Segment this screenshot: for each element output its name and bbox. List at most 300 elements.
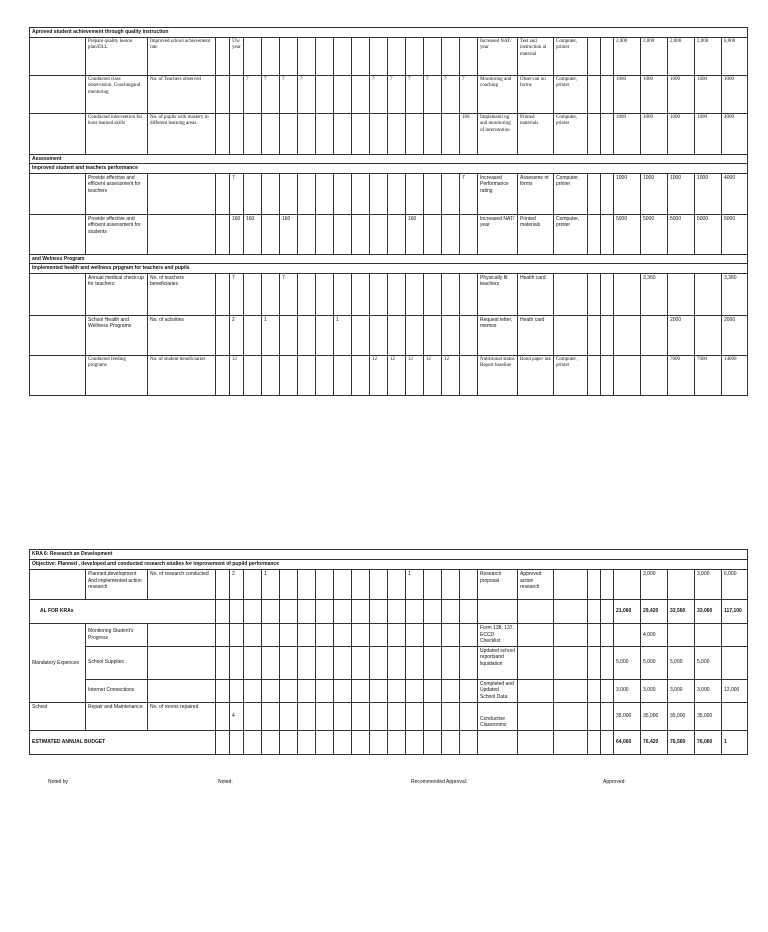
month-cell	[370, 173, 388, 214]
budget-cell: 3,000	[668, 679, 695, 702]
blank-cell	[316, 624, 334, 647]
month-cell: 12	[388, 355, 406, 395]
expected-output-cell: Increased NAT/ year	[478, 214, 518, 254]
mov-cell: Bond paper ink	[518, 355, 554, 395]
mov-cell: Observati on forms	[518, 75, 554, 113]
budget-cell: 64,060	[614, 730, 641, 754]
blank-cell	[554, 702, 588, 730]
section-title-row	[30, 28, 748, 38]
budget-cell: 7000	[668, 355, 695, 395]
total-kras-row	[30, 600, 748, 624]
month-cell	[352, 113, 370, 154]
budget-cell: 1000	[641, 75, 668, 113]
mov-cell: Assessme nt forms	[518, 173, 554, 214]
blank-cell	[370, 730, 388, 754]
activity-cell: School Supplies	[86, 646, 148, 679]
month-cell: 160	[280, 214, 298, 254]
blank-cell	[442, 730, 460, 754]
month-cell	[334, 355, 352, 395]
month-cell: 7	[280, 75, 298, 113]
blank-cell	[601, 173, 614, 214]
budget-cell: 1000	[695, 173, 722, 214]
budget-cell: 35,000	[668, 702, 695, 730]
blank-cell	[554, 570, 588, 600]
month-cell	[370, 273, 388, 315]
budget-cell	[668, 624, 695, 647]
month-cell	[352, 570, 370, 600]
month-cell: 7	[424, 75, 442, 113]
blank-cell	[442, 702, 460, 730]
activity-cell: Provide effective and efficient assessment for students	[86, 214, 148, 254]
month-cell	[424, 173, 442, 214]
blank-cell	[244, 624, 262, 647]
blank-cell	[478, 600, 518, 624]
month-cell: 7	[262, 75, 280, 113]
budget-cell: 3,000	[695, 570, 722, 600]
blank-cell	[554, 600, 588, 624]
expected-output-cell: Updated school reportsand liquidation	[478, 646, 518, 679]
budget-cell	[614, 570, 641, 600]
blank-cell	[30, 113, 86, 154]
month-cell	[424, 570, 442, 600]
table-row	[30, 214, 748, 254]
blank-cell	[30, 75, 86, 113]
blank-cell	[424, 730, 442, 754]
blank-cell	[554, 624, 588, 647]
month-cell: 7	[460, 173, 478, 214]
blank-cell	[216, 214, 230, 254]
budget-cell: 35,000	[641, 702, 668, 730]
month-cell	[460, 214, 478, 254]
expected-output-cell: Research proposal	[478, 570, 518, 600]
blank-cell	[298, 702, 316, 730]
blank-cell	[601, 679, 614, 702]
budget-cell	[614, 315, 641, 355]
blank-cell	[588, 315, 601, 355]
month-cell	[262, 214, 280, 254]
budget-cell: 35,000	[695, 702, 722, 730]
month-cell	[388, 173, 406, 214]
budget-cell: 1000	[722, 75, 748, 113]
blank-cell	[244, 702, 262, 730]
month-cell	[424, 315, 442, 355]
blank-cell	[216, 355, 230, 395]
blank-cell	[424, 646, 442, 679]
budget-cell: 3,000	[641, 679, 668, 702]
blank-cell	[230, 679, 244, 702]
month-cell: 12	[442, 355, 460, 395]
target-cell: 4	[230, 702, 244, 730]
expected-output-cell: Increased Performance rating	[478, 173, 518, 214]
indicator-cell: Improved school achievement rate	[148, 37, 216, 75]
plan-table-2	[29, 549, 748, 755]
blank-cell	[460, 702, 478, 730]
blank-cell	[588, 600, 601, 624]
month-cell	[280, 355, 298, 395]
table-row	[30, 173, 748, 214]
month-cell: 160	[406, 214, 424, 254]
budget-cell	[668, 273, 695, 315]
budget-cell: 8,000	[722, 37, 748, 75]
blank-cell	[518, 702, 554, 730]
indicator-cell: No. of activities	[148, 315, 216, 355]
budget-cell: 2,000	[641, 37, 668, 75]
month-cell	[388, 37, 406, 75]
blank-cell	[388, 730, 406, 754]
month-cell	[244, 273, 262, 315]
month-cell	[280, 37, 298, 75]
resources-cell: Computer, printer	[554, 75, 588, 113]
blank-cell	[442, 600, 460, 624]
budget-cell: 3,000	[695, 679, 722, 702]
budget-cell: 2000	[668, 315, 695, 355]
table-row	[30, 355, 748, 395]
blank-cell	[216, 113, 230, 154]
blank-cell	[518, 646, 554, 679]
mooe-row	[30, 624, 748, 647]
expected-output-cell: Conductive Classrooms	[478, 702, 518, 730]
expected-output-cell: Increased NAT/ year	[478, 37, 518, 75]
blank-cell	[370, 624, 388, 647]
blank-cell	[588, 355, 601, 395]
activity-cell: Planned,development And implemented action research	[86, 570, 148, 600]
blank-cell	[230, 730, 244, 754]
blank-cell	[460, 730, 478, 754]
blank-cell	[216, 173, 230, 214]
budget-cell: 5,000	[641, 646, 668, 679]
month-cell	[352, 273, 370, 315]
blank-cell	[316, 646, 334, 679]
section-title: Improved student and teachers performance	[30, 164, 748, 174]
month-cell	[298, 214, 316, 254]
budget-cell	[722, 624, 748, 647]
expected-output-cell: Monitoring and coaching	[478, 75, 518, 113]
blank-cell	[588, 113, 601, 154]
budget-cell: 1000	[641, 113, 668, 154]
month-cell	[262, 113, 280, 154]
expected-output-cell: Form 138, 137, ECCD Checklist	[478, 624, 518, 647]
budget-cell	[695, 273, 722, 315]
month-cell	[316, 273, 334, 315]
blank-cell	[442, 646, 460, 679]
blank-cell	[370, 702, 388, 730]
blank-cell	[588, 624, 601, 647]
blank-cell	[601, 624, 614, 647]
budget-cell: 76,420	[641, 730, 668, 754]
budget-cell: 33,060	[695, 600, 722, 624]
blank-cell	[334, 600, 352, 624]
blank-cell	[518, 679, 554, 702]
indicator-cell: No. of pupils with mastery in different learning areas	[148, 113, 216, 154]
blank-cell	[298, 730, 316, 754]
month-cell	[262, 273, 280, 315]
month-cell	[316, 214, 334, 254]
resources-cell: Computer , printer	[554, 355, 588, 395]
budget-cell: 2,000	[695, 37, 722, 75]
month-cell	[352, 75, 370, 113]
month-cell	[352, 214, 370, 254]
month-cell	[424, 273, 442, 315]
blank-cell	[460, 679, 478, 702]
resources-cell: Computer, printer	[554, 113, 588, 154]
blank-cell	[216, 702, 230, 730]
expected-output-cell: Nutritional status Report baseline	[478, 355, 518, 395]
month-cell: 7	[388, 75, 406, 113]
blank-cell	[588, 730, 601, 754]
blank-cell	[352, 702, 370, 730]
indicator-cell: No. of Teachers observed	[148, 75, 216, 113]
blank-cell	[148, 646, 216, 679]
budget-cell	[614, 355, 641, 395]
blank-cell	[280, 646, 298, 679]
month-cell	[406, 113, 424, 154]
blank-cell	[601, 214, 614, 254]
blank-cell	[554, 730, 588, 754]
month-cell	[280, 173, 298, 214]
section-title: Aproved student achievement through quality instruction	[30, 28, 748, 38]
blank-cell	[280, 624, 298, 647]
month-cell	[460, 570, 478, 600]
section-title: Implemented health and wellness prpgram for teachers and pupils	[30, 264, 748, 274]
repair-row	[30, 702, 748, 730]
month-cell	[334, 570, 352, 600]
section-title: and Welness Program	[30, 254, 748, 264]
budget-cell: 1	[722, 730, 748, 754]
blank-cell	[334, 730, 352, 754]
month-cell	[442, 315, 460, 355]
month-cell: 12	[370, 355, 388, 395]
month-cell	[442, 113, 460, 154]
blank-cell	[316, 600, 334, 624]
blank-cell	[262, 646, 280, 679]
budget-cell: 76,560	[668, 730, 695, 754]
budget-cell	[614, 624, 641, 647]
month-cell	[316, 570, 334, 600]
blank-cell	[370, 600, 388, 624]
month-cell	[298, 355, 316, 395]
month-cell	[244, 37, 262, 75]
blank-cell	[406, 600, 424, 624]
blank-cell	[30, 214, 86, 254]
recommended-approval-label: Recommended Approval:	[411, 779, 468, 785]
month-cell	[280, 315, 298, 355]
budget-cell: 5000	[668, 214, 695, 254]
blank-cell	[280, 730, 298, 754]
blank-cell	[216, 600, 230, 624]
month-cell	[442, 570, 460, 600]
month-cell	[280, 570, 298, 600]
expected-output-cell: Implementi ng and monitoring of intervention	[478, 113, 518, 154]
budget-cell: 5000	[614, 214, 641, 254]
budget-cell: 14000	[722, 355, 748, 395]
blank-cell	[230, 624, 244, 647]
month-cell	[460, 37, 478, 75]
month-cell	[334, 273, 352, 315]
blank-cell	[588, 679, 601, 702]
blank-cell	[424, 679, 442, 702]
blank-cell	[298, 600, 316, 624]
budget-cell: 1000	[641, 173, 668, 214]
month-cell	[424, 113, 442, 154]
month-cell	[262, 355, 280, 395]
blank-cell	[262, 730, 280, 754]
budget-cell: 1000	[668, 113, 695, 154]
noted-by-label: Noted by	[48, 779, 69, 785]
resources-cell: Computer, printer	[554, 173, 588, 214]
blank-cell	[280, 600, 298, 624]
blank-cell	[216, 273, 230, 315]
blank-cell	[262, 679, 280, 702]
blank-cell	[601, 75, 614, 113]
blank-cell	[216, 646, 230, 679]
indicator-cell: No. of student beneficiaries	[148, 355, 216, 395]
blank-cell	[334, 679, 352, 702]
blank-cell	[244, 679, 262, 702]
mooe-row	[30, 646, 748, 679]
month-cell: 160	[244, 214, 262, 254]
budget-cell: 5,000	[695, 646, 722, 679]
section-title: KRA 6: Research an Development	[30, 550, 748, 560]
month-cell	[244, 173, 262, 214]
blank-cell	[216, 37, 230, 75]
blank-cell	[388, 624, 406, 647]
target-cell: 2	[230, 570, 244, 600]
month-cell	[298, 113, 316, 154]
blank-cell	[518, 624, 554, 647]
activity-cell: Prepare quality lesson plan/DLL	[86, 37, 148, 75]
blank-cell	[588, 214, 601, 254]
month-cell	[334, 214, 352, 254]
blank-cell	[352, 679, 370, 702]
month-cell	[424, 214, 442, 254]
month-cell	[244, 315, 262, 355]
month-cell	[442, 173, 460, 214]
month-cell	[370, 570, 388, 600]
blank-cell	[216, 679, 230, 702]
budget-cell: 1000	[614, 173, 641, 214]
blank-cell	[460, 600, 478, 624]
annual-budget-label: ESTIMATED ANNUAL BUDGET	[30, 730, 216, 754]
budget-cell: 2000	[722, 315, 748, 355]
month-cell: 160	[460, 113, 478, 154]
section-title-row	[30, 154, 748, 164]
month-cell	[388, 570, 406, 600]
month-cell	[388, 315, 406, 355]
table-row	[30, 37, 748, 75]
budget-cell: 5000	[695, 214, 722, 254]
month-cell	[388, 113, 406, 154]
blank-cell	[406, 679, 424, 702]
month-cell	[424, 37, 442, 75]
blank-cell	[601, 730, 614, 754]
activity-cell: Provide effective and efficient assessment for teachers	[86, 173, 148, 214]
expected-output-cell: Completed and Updated School Data	[478, 679, 518, 702]
blank-cell	[216, 624, 230, 647]
budget-cell: 1000	[695, 113, 722, 154]
blank-cell	[601, 600, 614, 624]
blank-cell	[588, 173, 601, 214]
month-cell	[334, 173, 352, 214]
budget-cell: 3,360	[722, 273, 748, 315]
blank-cell	[244, 600, 262, 624]
blank-cell	[601, 113, 614, 154]
section-title-row	[30, 264, 748, 274]
activity-cell: Monitoring Student's Progress	[86, 624, 148, 647]
section-title-row	[30, 254, 748, 264]
indicator-cell: No. of rooms repaired	[148, 702, 216, 730]
blank-cell	[30, 355, 86, 395]
month-cell: 1	[262, 570, 280, 600]
plan-table-1	[29, 27, 748, 396]
approved-label: Approved:	[603, 779, 626, 785]
resources-cell	[554, 315, 588, 355]
blank-cell	[230, 646, 244, 679]
month-cell	[460, 273, 478, 315]
month-cell: 7	[406, 75, 424, 113]
month-cell	[370, 214, 388, 254]
target-cell: 160	[230, 214, 244, 254]
month-cell	[244, 570, 262, 600]
indicator-cell	[148, 173, 216, 214]
month-cell	[244, 113, 262, 154]
budget-cell: 2,000	[668, 37, 695, 75]
blank-cell	[30, 315, 86, 355]
blank-cell	[601, 702, 614, 730]
blank-cell	[244, 730, 262, 754]
month-cell	[298, 315, 316, 355]
budget-cell	[641, 315, 668, 355]
month-cell: 1	[406, 570, 424, 600]
month-cell	[298, 37, 316, 75]
budget-cell: 21,060	[614, 600, 641, 624]
blank-cell	[388, 646, 406, 679]
budget-cell: 5,000	[614, 646, 641, 679]
target-cell	[230, 113, 244, 154]
indicator-cell: No. of teachers beneficiaries	[148, 273, 216, 315]
month-cell	[352, 173, 370, 214]
blank-cell	[280, 679, 298, 702]
target-cell: 5%/ year	[230, 37, 244, 75]
mov-cell: Printed materials	[518, 214, 554, 254]
noted-label: Noted:	[218, 779, 233, 785]
month-cell: 7	[298, 75, 316, 113]
table-row	[30, 315, 748, 355]
blank-cell	[316, 679, 334, 702]
blank-cell	[316, 702, 334, 730]
kra-title-row	[30, 550, 748, 560]
budget-cell: 35,000	[614, 702, 641, 730]
month-cell	[298, 273, 316, 315]
blank-cell	[298, 624, 316, 647]
month-cell	[370, 37, 388, 75]
month-cell	[460, 355, 478, 395]
budget-cell: 7000	[695, 355, 722, 395]
target-cell: 2	[230, 315, 244, 355]
blank-cell	[30, 37, 86, 75]
table-row	[30, 113, 748, 154]
blank-cell	[334, 646, 352, 679]
mov-cell: Heath card	[518, 315, 554, 355]
month-cell: 1	[262, 315, 280, 355]
activity-cell: Internet Connections	[86, 679, 148, 702]
month-cell	[334, 75, 352, 113]
blank-cell	[554, 646, 588, 679]
blank-cell	[460, 646, 478, 679]
blank-cell	[601, 570, 614, 600]
total-kras-label: AL FOR KRAs	[30, 600, 216, 624]
budget-cell: 117,100	[722, 600, 748, 624]
budget-cell: 1000	[668, 75, 695, 113]
